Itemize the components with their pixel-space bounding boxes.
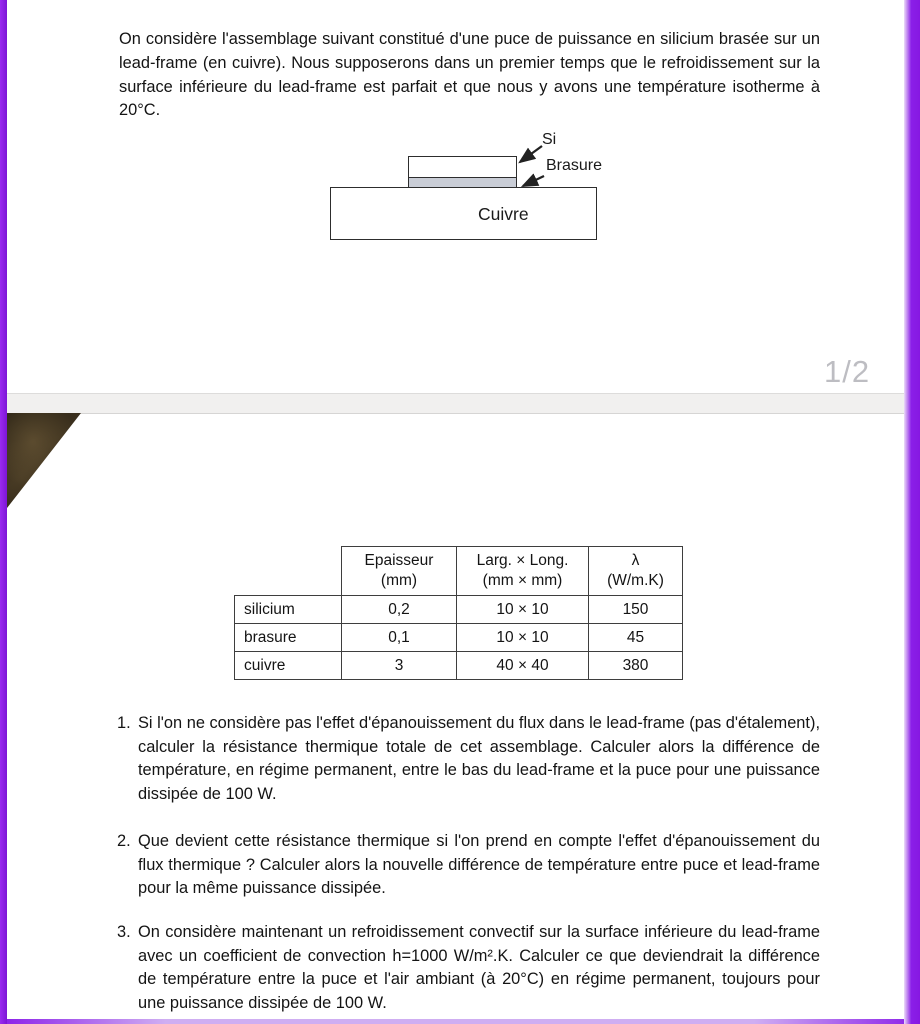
question-number: 3. <box>117 923 131 941</box>
table-corner-cell <box>235 547 342 596</box>
table-header-row <box>235 547 683 596</box>
brasure-arrow <box>523 176 544 186</box>
diagram-arrows <box>330 133 630 245</box>
row-label: cuivre <box>235 652 342 680</box>
viewer-frame-bottom <box>0 1019 920 1024</box>
assembly-diagram <box>330 133 630 245</box>
col-header-dimensions: Larg. × Long. (mm × mm) <box>457 547 589 596</box>
brasure-label: Brasure <box>546 157 603 174</box>
properties-table <box>234 546 683 680</box>
table-row-brasure <box>235 624 683 652</box>
cell-dimensions: 40 × 40 <box>457 652 589 680</box>
row-label: silicium <box>235 596 342 624</box>
question-number: 2. <box>117 832 131 850</box>
cell-lambda: 150 <box>589 596 683 624</box>
cuivre-label: Cuivre <box>478 204 529 224</box>
col-header-lambda: λ (W/m.K) <box>589 547 683 596</box>
question-text: Que devient cette résistance thermique si l'on prend en compte l'effet d'épanouissement du flux thermique ? Calculer alors la nouvelle différence de température entre puce et lead-frame pour la même puissance dissipée. <box>138 832 820 898</box>
col-header-epaisseur: Epaisseur (mm) <box>342 547 457 596</box>
question-text: Si l'on ne considère pas l'effet d'épanouissement du flux dans le lead-frame (pas d'étalement), calculer la résistance thermique totale de cet assemblage. Calculer alors la différence de température, en régime permanent, entre le bas du lead-frame et la puce pour une puissance dissipée de 100 W. <box>138 714 820 803</box>
cell-lambda: 45 <box>589 624 683 652</box>
si-arrow <box>520 146 542 162</box>
question-number: 1. <box>117 714 131 732</box>
cell-epaisseur: 0,2 <box>342 596 457 624</box>
row-label: brasure <box>235 624 342 652</box>
cell-epaisseur: 0,1 <box>342 624 457 652</box>
cell-dimensions: 10 × 10 <box>457 624 589 652</box>
question-3 <box>117 921 820 1015</box>
question-2 <box>117 830 820 901</box>
intro-paragraph: On considère l'assemblage suivant constitué d'une puce de puissance en silicium brasée sur un lead-frame (en cuivre). Nous supposerons dans un premier temps que le refroidissement sur la surface inférieure du lead-frame est parfait et que nous y avons une température isotherme à 20°C. <box>119 30 820 120</box>
table-row-silicium <box>235 596 683 624</box>
cell-dimensions: 10 × 10 <box>457 596 589 624</box>
page-gap <box>7 393 904 414</box>
cell-lambda: 380 <box>589 652 683 680</box>
scan-corner-artifact <box>7 413 81 508</box>
question-text: On considère maintenant un refroidissement convectif sur la surface inférieure du lead-frame avec un coefficient de convection h=1000 W/m².K. Calculer ce que deviendrait la différence de température entre la puce et l'air ambiant (à 20°C) en régime permanent, toujours pour une puissance dissipée de 100 W. <box>138 923 820 1012</box>
viewer-frame-left <box>0 0 7 1024</box>
si-label: Si <box>542 131 557 148</box>
question-1 <box>117 712 820 806</box>
viewer-frame-right <box>904 0 920 1024</box>
cell-epaisseur: 3 <box>342 652 457 680</box>
table-row-cuivre <box>235 652 683 680</box>
page-indicator: 1/2 <box>824 354 871 389</box>
